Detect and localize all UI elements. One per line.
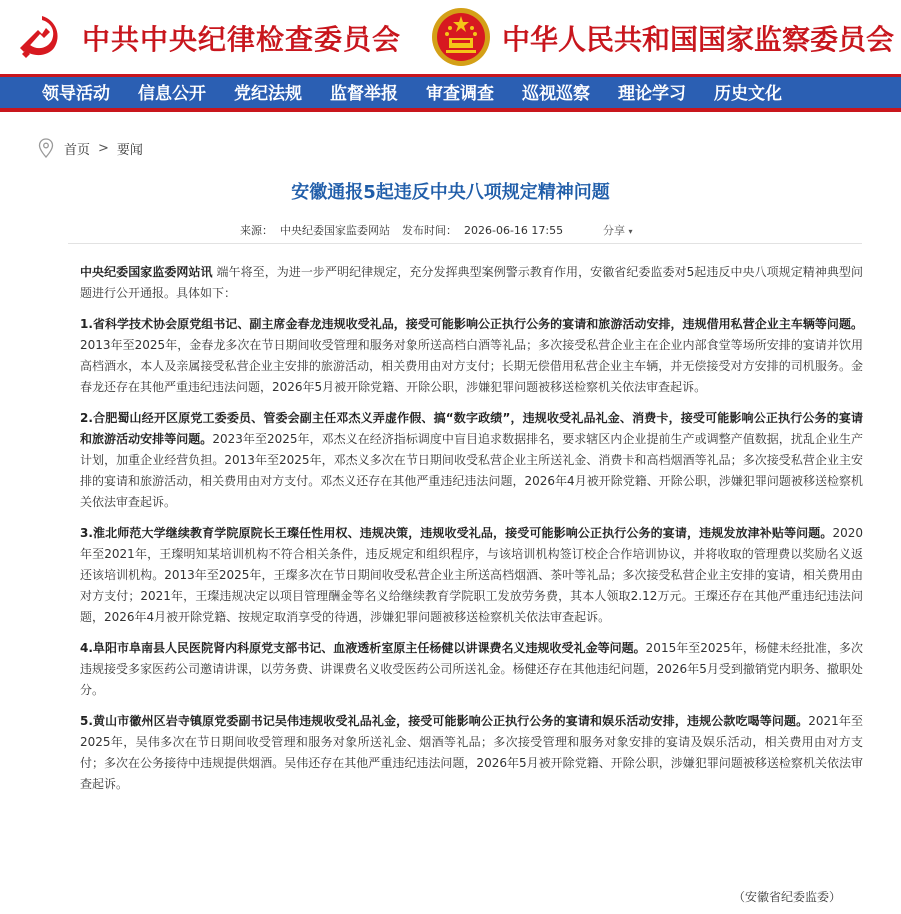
intro-dateline: 中央纪委国家监委网站讯 [80, 265, 213, 279]
case-heading: 3.淮北师范大学继续教育学院原院长王璨任性用权、违规决策，违规收受礼品，接受可能影响公正执行公务的宴请，违规发放津补贴等问题。 [80, 526, 833, 540]
site-title-ccdi[interactable]: 中共中央纪律检查委员会 [82, 23, 402, 56]
nav-item-investigation[interactable]: 审查调查 [426, 84, 494, 104]
nav-item-information[interactable]: 信息公开 [138, 84, 206, 104]
nav-item-theory[interactable]: 理论学习 [618, 84, 686, 104]
case-heading: 5.黄山市徽州区岩寺镇原党委副书记吴伟违规收受礼品礼金，接受可能影响公正执行公务的宴请和娱乐活动安排，违规公款吃喝等问题。 [80, 714, 809, 728]
case-heading: 1.省科学技术协会原党组书记、副主席金春龙违规收受礼品，接受可能影响公正执行公务的宴请和旅游活动安排，违规借用私营企业主车辆等问题。 [80, 317, 863, 331]
nav-item-history[interactable]: 历史文化 [714, 84, 782, 104]
article-signoff: （安徽省纪委监委） [732, 890, 841, 904]
share-button[interactable]: 分享 ▾ [603, 224, 633, 237]
party-emblem-icon [12, 10, 64, 62]
nav-item-regulations[interactable]: 党纪法规 [234, 84, 302, 104]
case-heading: 4.阜阳市阜南县人民医院肾内科原党支部书记、血液透析室原主任杨健以讲课费名义违规收受礼金等问题。 [80, 641, 646, 655]
site-header [0, 0, 901, 74]
case-paragraph [80, 711, 863, 795]
breadcrumb-home[interactable]: 首页 [64, 142, 91, 158]
case-paragraph [80, 408, 863, 513]
case-body: 2020年至2021年，王璨明知某培训机构不符合相关条件，违反规定和组织程序，与该培训机构签订校企合作培训协议，并将收取的管理费以奖励名义返还该培训机构。2013年至2025年，王璨多次在节日期间收受私营企业主所送高档烟酒、茶叶等礼品；多次接受私营企业主安排的宴请，相关费用由对方支付；2021年，王璨违规决定以项目管理酬金等名义给继续教育学院职工发放劳务费，其本人领取2.12万元。王璨还存在其他严重违纪违法问题，2026年4月被开除党籍、按规定取消享受的待遇，涉嫌犯罪问题被移送检察机关依法审查起诉。 [80, 526, 863, 624]
case-paragraph [80, 523, 863, 628]
location-pin-icon [38, 138, 54, 158]
site-title-nsc[interactable]: 中华人民共和国国家监察委员会 [502, 23, 895, 56]
breadcrumb-current[interactable]: 要闻 [116, 142, 143, 158]
nav-item-leadership[interactable]: 领导活动 [42, 84, 110, 104]
main-nav [0, 74, 901, 112]
breadcrumb [38, 138, 143, 158]
case-body: 2021年至2025年，吴伟多次在节日期间收受管理和服务对象所送礼金、烟酒等礼品；多次接受管理和服务对象安排的宴请及娱乐活动，相关费用由对方支付；多次在公务接待中违规提供烟酒。吴伟还存在其他严重违纪违法问题，2026年5月被开除党籍、开除公职，涉嫌犯罪问题被移送检察机关依法审查起诉。 [80, 714, 863, 791]
case-body: 2013年至2025年，金春龙多次在节日期间收受管理和服务对象所送高档白酒等礼品；多次接受私营企业主在企业内部食堂等场所安排的宴请并饮用高档酒水，本人及亲属接受私营企业主安排的旅游活动，相关费用由对方支付；长期无偿借用私营企业主车辆，并无偿接受对方安排的司机服务。金春龙还存在其他严重违纪违法问题，2026年5月被开除党籍、开除公职，涉嫌犯罪问题被移送检察机关依法审查起诉。 [80, 338, 863, 394]
breadcrumb-separator: > [98, 140, 109, 156]
article-source: 来源： 中央纪委国家监委网站 [240, 224, 390, 237]
case-paragraph [80, 638, 863, 701]
case-paragraph [80, 314, 863, 398]
chevron-down-icon: ▾ [628, 227, 633, 236]
article-title: 安徽通报5起违反中央八项规定精神问题 [291, 182, 610, 203]
article-body [80, 262, 863, 805]
case-body: 2023年至2025年，邓杰义在经济指标调度中盲目追求数据排名，要求辖区内企业提前生产或调整产值数据，扰乱企业生产计划，加重企业经营负担。2013年至2025年，邓杰义多次在节日期间收受私营企业主所送礼金、消费卡和高档烟酒等礼品；多次接受私营企业主安排的宴请和旅游活动，相关费用由对方支付。邓杰义还存在其他严重违纪违法问题，2026年4月被开除党籍、开除公职，涉嫌犯罪问题被移送检察机关依法审查起诉。 [80, 432, 863, 509]
nav-item-inspection[interactable]: 巡视巡察 [522, 84, 590, 104]
national-emblem-icon [430, 6, 492, 68]
article-intro: 中央纪委国家监委网站讯 端午将至，为进一步严明纪律规定，充分发挥典型案例警示教育作用，安徽省纪委监委对5起违反中央八项规定精神典型问题进行公开通报。具体如下： [80, 265, 863, 300]
case-body: 2015年至2025年，杨健未经批准，多次违规接受多家医药公司邀请讲课，以劳务费、讲课费名义收受医药公司所送礼金。杨健还存在其他违纪问题，2026年5月受到撤销党内职务、撤职处分。 [80, 641, 863, 697]
article-time: 发布时间： 2026-06-16 17:55 [402, 224, 564, 237]
divider [68, 243, 862, 244]
case-heading: 2.合肥蜀山经开区原党工委委员、管委会副主任邓杰义弄虚作假、搞“数字政绩”，违规收受礼品礼金、消费卡，接受可能影响公正执行公务的宴请和旅游活动安排等问题。 [80, 411, 863, 446]
nav-item-supervision[interactable]: 监督举报 [330, 84, 398, 104]
